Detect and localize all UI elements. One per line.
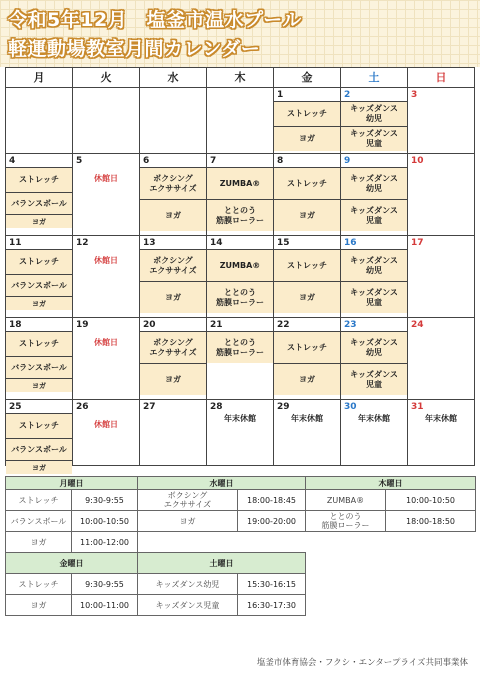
calendar-day <box>341 154 408 236</box>
class-time: 18:00-18:45 <box>238 490 306 511</box>
closed-label: 休館日 <box>94 256 118 265</box>
class-event: ととのう 筋膜ローラー <box>207 331 273 363</box>
calendar-day <box>140 88 207 154</box>
calendar-day <box>408 400 475 466</box>
year-end-closed-label: 年末休館 <box>224 414 256 423</box>
class-time: 9:30-9:55 <box>72 574 138 595</box>
calendar-grid <box>5 67 475 472</box>
calendar-day <box>73 88 140 154</box>
closed-label: 休館日 <box>94 338 118 347</box>
class-event: ストレッチ <box>6 331 72 356</box>
day-number: 13 <box>143 238 156 248</box>
day-number: 2 <box>344 90 351 100</box>
calendar-day <box>6 154 73 236</box>
day-number: 15 <box>277 238 290 248</box>
weekday-header: 木 <box>207 68 274 88</box>
calendar-day <box>6 400 73 472</box>
class-name: キッズダンス児童 <box>138 595 238 616</box>
class-event: ストレッチ <box>6 413 72 438</box>
day-number: 20 <box>143 320 156 330</box>
calendar-day <box>207 236 274 318</box>
class-name: ZUMBA® <box>306 490 386 511</box>
day-number: 29 <box>277 402 290 412</box>
calendar-day <box>140 400 207 466</box>
class-event: ヨガ <box>274 363 340 395</box>
class-name: ヨガ <box>138 511 238 532</box>
calendar-day <box>73 154 140 236</box>
closed-label: 休館日 <box>94 420 118 429</box>
monday-heading: 月曜日 <box>6 477 138 490</box>
class-event: ととのう 筋膜ローラー <box>207 199 273 231</box>
class-name: ボクシング エクササイズ <box>138 490 238 511</box>
calendar-day <box>274 154 341 236</box>
day-number <box>207 88 273 101</box>
saturday-heading: 土曜日 <box>138 553 306 574</box>
class-event: キッズダンス 幼児 <box>341 167 407 199</box>
calendar-day <box>140 154 207 236</box>
class-event: バランスボール <box>6 438 72 460</box>
day-number: 19 <box>76 320 89 330</box>
class-time: 10:00-10:50 <box>72 511 138 532</box>
year-end-closed-label: 年末休館 <box>291 414 323 423</box>
calendar-day <box>6 88 73 154</box>
calendar-day <box>6 236 73 318</box>
calendar-day <box>73 318 140 400</box>
weekday-header: 金 <box>274 68 341 88</box>
calendar-day <box>140 236 207 318</box>
wednesday-heading: 水曜日 <box>138 477 306 490</box>
class-event: キッズダンス 児童 <box>341 281 407 313</box>
day-number <box>6 88 72 101</box>
weekday-header-row <box>6 68 475 88</box>
class-event: ヨガ <box>6 378 72 392</box>
class-event: ストレッチ <box>274 167 340 199</box>
class-time: 18:00-18:50 <box>386 511 476 532</box>
class-name: ストレッチ <box>6 490 72 511</box>
class-event: ストレッチ <box>274 331 340 363</box>
class-event: ヨガ <box>274 199 340 231</box>
class-time: 10:00-10:50 <box>386 490 476 511</box>
weekday-header: 日 <box>408 68 475 88</box>
calendar-day <box>207 88 274 154</box>
calendar-day <box>341 318 408 400</box>
calendar-day <box>408 154 475 236</box>
weekday-header: 水 <box>140 68 207 88</box>
class-name: ヨガ <box>6 532 72 553</box>
day-number: 31 <box>411 402 424 412</box>
day-number: 4 <box>9 156 16 166</box>
class-event: ヨガ <box>6 296 72 310</box>
class-event: キッズダンス 幼児 <box>341 101 407 126</box>
class-event: ストレッチ <box>274 101 340 126</box>
class-event: ZUMBA® <box>207 249 273 281</box>
calendar-week <box>6 236 475 318</box>
day-number: 8 <box>277 156 284 166</box>
year-end-closed-label: 年末休館 <box>358 414 390 423</box>
class-event: ととのう 筋膜ローラー <box>207 281 273 313</box>
calendar-day <box>207 318 274 400</box>
day-number: 12 <box>76 238 89 248</box>
year-end-closed-label: 年末休館 <box>425 414 457 423</box>
day-number: 22 <box>277 320 290 330</box>
calendar-day <box>274 400 341 466</box>
class-event: バランスボール <box>6 356 72 378</box>
calendar-day <box>6 318 73 400</box>
calendar-day <box>408 88 475 154</box>
calendar-day <box>73 400 140 466</box>
calendar-day <box>207 154 274 236</box>
class-event: ストレッチ <box>6 167 72 192</box>
class-event: ヨガ <box>6 460 72 474</box>
friday-heading: 金曜日 <box>6 553 138 574</box>
day-number: 5 <box>76 156 83 166</box>
class-event: キッズダンス 幼児 <box>341 249 407 281</box>
class-event: ヨガ <box>274 281 340 313</box>
day-number: 23 <box>344 320 357 330</box>
day-number: 3 <box>411 90 418 100</box>
day-number: 26 <box>76 402 89 412</box>
closed-label: 休館日 <box>94 174 118 183</box>
title-banner <box>0 0 480 67</box>
calendar-week <box>6 88 475 154</box>
calendar-day <box>207 400 274 466</box>
day-number: 21 <box>210 320 223 330</box>
calendar-day <box>274 318 341 400</box>
footer-organizer: 塩釜市体育協会・フクシ・エンタープライズ共同事業体 <box>256 658 468 668</box>
weekday-header: 火 <box>73 68 140 88</box>
class-event: ヨガ <box>274 126 340 151</box>
weekday-header: 月 <box>6 68 73 88</box>
day-number <box>73 88 139 101</box>
day-number: 27 <box>143 402 156 412</box>
weekday-header: 土 <box>341 68 408 88</box>
thursday-heading: 木曜日 <box>306 477 476 490</box>
calendar-week <box>6 154 475 236</box>
class-event: ヨガ <box>140 363 206 395</box>
day-number: 6 <box>143 156 150 166</box>
day-number: 7 <box>210 156 217 166</box>
day-number: 10 <box>411 156 424 166</box>
calendar-day <box>408 236 475 318</box>
title-line-2: 軽運動場教室月間カレンダー <box>8 38 261 60</box>
calendar-day <box>140 318 207 400</box>
class-event: キッズダンス 幼児 <box>341 331 407 363</box>
class-event: ヨガ <box>6 214 72 228</box>
class-time: 11:00-12:00 <box>72 532 138 553</box>
class-name: ととのう 筋膜ローラー <box>306 511 386 532</box>
class-event: ZUMBA® <box>207 167 273 199</box>
calendar-day <box>341 236 408 318</box>
class-time: 15:30-16:15 <box>238 574 306 595</box>
class-event: ボクシング エクササイズ <box>140 331 206 363</box>
class-event: ストレッチ <box>6 249 72 274</box>
class-name: バランスボール <box>6 511 72 532</box>
class-time: 19:00-20:00 <box>238 511 306 532</box>
calendar-day <box>408 318 475 400</box>
day-number: 16 <box>344 238 357 248</box>
day-number <box>140 88 206 101</box>
class-event: ストレッチ <box>274 249 340 281</box>
class-event: ヨガ <box>140 281 206 313</box>
class-time: 9:30-9:55 <box>72 490 138 511</box>
class-event: ボクシング エクササイズ <box>140 249 206 281</box>
class-event: キッズダンス 児童 <box>341 199 407 231</box>
calendar-day <box>341 88 408 154</box>
class-time: 10:00-11:00 <box>72 595 138 616</box>
schedule-table <box>5 476 476 616</box>
calendar-day <box>341 400 408 466</box>
calendar-day <box>73 236 140 318</box>
day-number: 1 <box>277 90 284 100</box>
class-event: ボクシング エクササイズ <box>140 167 206 199</box>
day-number: 30 <box>344 402 357 412</box>
day-number: 25 <box>9 402 22 412</box>
day-number: 14 <box>210 238 223 248</box>
calendar-day <box>274 88 341 154</box>
day-number: 11 <box>9 238 22 248</box>
calendar-day <box>274 236 341 318</box>
class-event: バランスボール <box>6 192 72 214</box>
day-number: 24 <box>411 320 424 330</box>
class-event: バランスボール <box>6 274 72 296</box>
day-number: 18 <box>9 320 22 330</box>
class-event: キッズダンス 児童 <box>341 126 407 151</box>
class-time: 16:30-17:30 <box>238 595 306 616</box>
class-event: ヨガ <box>140 199 206 231</box>
calendar-week <box>6 400 475 472</box>
class-name: キッズダンス幼児 <box>138 574 238 595</box>
class-event: キッズダンス 児童 <box>341 363 407 395</box>
day-number: 17 <box>411 238 424 248</box>
title-line-1: 令和5年12月 塩釜市温水プール <box>8 9 302 31</box>
day-number: 9 <box>344 156 351 166</box>
calendar-week <box>6 318 475 400</box>
day-number: 28 <box>210 402 223 412</box>
class-name: ストレッチ <box>6 574 72 595</box>
class-name: ヨガ <box>6 595 72 616</box>
